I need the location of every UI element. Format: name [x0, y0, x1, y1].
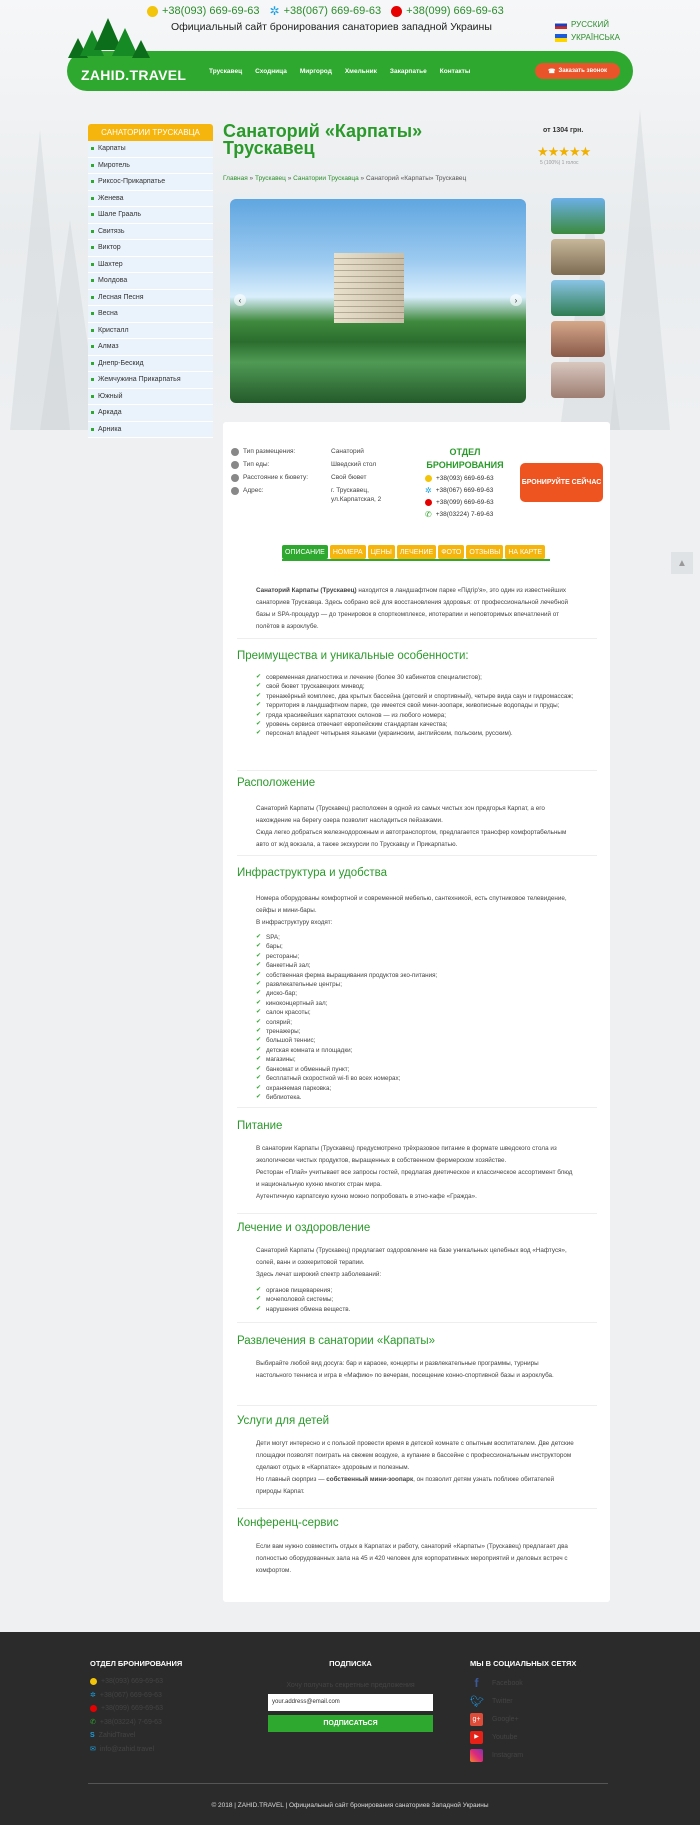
- page-title: Санаторий «Карпаты» Трускавец: [223, 121, 423, 158]
- subscribe-button[interactable]: ПОДПИСАТЬСЯ: [268, 1715, 433, 1732]
- list-item: ✔ органов пищеварения;: [256, 1286, 586, 1295]
- section-text: Санаторий Карпаты (Трускавец) предлагает оздоровление на базе уникальных целебных вод «Нафтуся», солей, ванн и озокеритовой терапии. Здесь лечат широкий спектр заболеваний:: [256, 1247, 567, 1278]
- sidebar-list: [88, 141, 213, 438]
- section-title: Расположение: [237, 777, 316, 789]
- thumbnail[interactable]: [551, 280, 605, 316]
- scroll-up-icon[interactable]: ▲: [671, 552, 693, 574]
- footer-skype[interactable]: S ZahidTravel: [90, 1732, 136, 1740]
- footer-booking-title: ОТДЕЛ БРОНИРОВАНИЯ: [90, 1659, 183, 1668]
- section-title: Инфраструктура и удобства: [237, 867, 388, 879]
- social-title: МЫ В СОЦИАЛЬНЫХ СЕТЯХ: [470, 1659, 577, 1668]
- list-item: ✔ тренажёрный комплекс, два крытых бассейна (детский и спортивный), четыре вида саун и гидромассаж;: [256, 692, 586, 701]
- tabs-underline: [282, 559, 550, 561]
- hotel-building-image: [334, 253, 404, 323]
- list-item: ✔ развлекательные центры;: [256, 980, 586, 989]
- menu-item-truskavets[interactable]: Трускавец: [209, 68, 243, 75]
- sidebar-item[interactable]: Виктор: [88, 240, 213, 257]
- sidebar-item[interactable]: Молдова: [88, 273, 213, 290]
- social-twitter[interactable]: 🐦︎ Twitter: [470, 1695, 513, 1708]
- kyivstar-icon: ✲: [425, 485, 432, 495]
- intro-text: Санаторий Карпаты (Трускавец) находится в ландшафтном парке «Підгір'я», это один из известнейших санаториев Трускавца. Здесь собрано всё для восстановления здоровья: от профессиональной лечебной базы и SPA-процедур — до тренировок в спорткомплексе, ипотерапии и неповторимых впечатлений от полётов в аэроклубе.: [256, 587, 569, 630]
- section-title: Конференц-сервис: [237, 1517, 339, 1529]
- logo-text[interactable]: ZAHID.TRAVEL: [81, 67, 187, 83]
- tab-map[interactable]: НА КАРТЕ: [505, 545, 545, 559]
- sidebar-item[interactable]: Миротель: [88, 158, 213, 175]
- photo-slider[interactable]: [230, 199, 526, 403]
- sidebar-item[interactable]: Арника: [88, 422, 213, 439]
- building-icon: [231, 448, 239, 456]
- list-item: ✔ банкетный зал;: [256, 961, 586, 970]
- lifecell-icon: [147, 6, 158, 17]
- list-item: ✔ охраняемая парковка;: [256, 1084, 586, 1093]
- sidebar-item[interactable]: Кристалл: [88, 323, 213, 340]
- list-item: ✔ бесплатный скоростной wi-fi во всех номерах;: [256, 1074, 586, 1083]
- sidebar-item[interactable]: Шахтер: [88, 257, 213, 274]
- breadcrumb-current: Санаторий «Карпаты» Трускавец: [365, 175, 467, 182]
- tab-treatment[interactable]: ЛЕЧЕНИЕ: [397, 545, 436, 559]
- main-menu: [209, 68, 470, 75]
- sidebar-item[interactable]: Женева: [88, 191, 213, 208]
- menu-item-skhidnytsia[interactable]: Сходница: [255, 68, 287, 75]
- price-label: от 1304 грн.: [543, 127, 584, 134]
- thumbnail[interactable]: [551, 239, 605, 275]
- footer-booking: [90, 1659, 182, 1756]
- list-item: ✔ тренажеры;: [256, 1027, 586, 1036]
- list-item: ✔ бары;: [256, 942, 586, 951]
- sidebar: [88, 124, 213, 438]
- distance-icon: [231, 474, 239, 482]
- sidebar-item[interactable]: Свитязь: [88, 224, 213, 241]
- thumbnail[interactable]: [551, 198, 605, 234]
- list-item: ✔ салон красоты;: [256, 1008, 586, 1017]
- menu-item-contacts[interactable]: Контакты: [439, 68, 471, 75]
- menu-item-myrhorod[interactable]: Миргород: [299, 68, 332, 75]
- divider: [237, 1405, 597, 1406]
- sidebar-title: САНАТОРИИ ТРУСКАВЦА: [88, 124, 213, 141]
- callback-button[interactable]: ☎ Заказать звонок: [535, 63, 620, 79]
- list-item: ✔ мочеполовой системы;: [256, 1295, 586, 1304]
- footer-subscribe: [268, 1659, 433, 1732]
- tab-description[interactable]: ОПИСАНИЕ: [282, 545, 328, 559]
- advantages-list: [256, 673, 586, 739]
- divider: [237, 1508, 597, 1509]
- thumbnail[interactable]: [551, 321, 605, 357]
- tab-photo[interactable]: ФОТО: [438, 545, 464, 559]
- section-text: Номера оборудованы комфортной и современной мебелью, сантехникой, есть спутниковое телевидение, сейфы и мини-бары. В инфраструктуру входят:: [256, 895, 567, 926]
- subscribe-text: Хочу получать секретные предложения: [286, 1682, 415, 1689]
- skype-icon: S: [90, 1732, 95, 1740]
- sidebar-item[interactable]: Весна: [88, 306, 213, 323]
- phone-lifecell[interactable]: +38(093) 669-69-63: [147, 4, 260, 18]
- tab-rooms[interactable]: НОМЕРА: [330, 545, 366, 559]
- section-title: Услуги для детей: [237, 1415, 330, 1427]
- divider: [237, 855, 597, 856]
- sidebar-item[interactable]: Риксос-Прикарпатье: [88, 174, 213, 191]
- booking-department: [425, 446, 505, 520]
- tab-prices[interactable]: ЦЕНЫ: [368, 545, 395, 559]
- list-item: ✔ рестораны;: [256, 952, 586, 961]
- rating-votes: 5 (100%) 1 голос: [540, 160, 579, 166]
- lifecell-icon: [425, 475, 432, 482]
- footer-divider: [88, 1783, 608, 1784]
- breadcrumb: Главная » Трускавец » Санатории Трускавца » Санаторий «Карпаты» Трускавец: [223, 175, 467, 182]
- sidebar-item[interactable]: Днепр-Бескид: [88, 356, 213, 373]
- treatment-list: [256, 1286, 586, 1314]
- section-text: Дети могут интересно и с пользой провести время в детской комнате с опытным воспитателем. Две детские площадки позволят поиграть на свежем воздухе, а купание в бассейне с профессиональным инструктором сделают отдых в «Карпатах» здоровым и полезным. Но главный сюрприз — собственный мини-зоопарк, он позволит детям узнать поближе обитателей природы Карпат.: [256, 1440, 574, 1495]
- footer-social: [470, 1659, 576, 1764]
- list-item: ✔ магазины;: [256, 1055, 586, 1064]
- section-title: Развлечения в санатории «Карпаты»: [237, 1335, 436, 1347]
- divider: [237, 638, 597, 639]
- phone-kyivstar[interactable]: ✲ +38(067) 669-69-63: [269, 4, 382, 18]
- list-item: ✔ диско-бар;: [256, 989, 586, 998]
- header-phones: [147, 4, 504, 18]
- sidebar-item[interactable]: Алмаз: [88, 339, 213, 356]
- menu-item-khmelnyk[interactable]: Хмельник: [344, 68, 377, 75]
- instagram-icon: [470, 1749, 483, 1762]
- list-item: ✔ библиотека.: [256, 1093, 586, 1102]
- section-text: Санаторий Карпаты (Трускавец) расположен в одной из самых чистых зон предгорья Карпат, а его нахождение на берегу озера позволит насладиться пейзажами. Сюда легко добраться железнодорожным и автотранспортом, предлагается трансфер комфортабельным авто от ж/д вокзала, а также экскурсии по Трускавцу и Прикарпатью.: [256, 805, 567, 848]
- tab-reviews[interactable]: ОТЗЫВЫ: [466, 545, 503, 559]
- list-item: ✔ уровень сервиса отвечает европейским стандартам качества;: [256, 720, 586, 729]
- phone-icon: ☎: [547, 68, 556, 75]
- ua-flag-icon: [555, 34, 567, 42]
- list-item: ✔ SPA;: [256, 933, 586, 942]
- social-facebook[interactable]: f Facebook: [470, 1674, 576, 1692]
- phone-icon: ✆: [425, 509, 432, 519]
- vodafone-icon: [425, 499, 432, 506]
- address-icon: [231, 487, 239, 495]
- sidebar-item[interactable]: Шале Грааль: [88, 207, 213, 224]
- kyivstar-icon: ✲: [269, 4, 280, 18]
- breadcrumb-home[interactable]: Главная: [223, 175, 248, 182]
- divider: [237, 1322, 597, 1323]
- section-title: Преимущества и уникальные особенности:: [237, 650, 469, 662]
- list-item: ✔ солярий;: [256, 1018, 586, 1027]
- list-item: ✔ собственная ферма выращивания продуктов эко-питания;: [256, 971, 586, 980]
- footer-phone[interactable]: +38(093) 669-69-63: [90, 1675, 182, 1689]
- list-item: ✔ детская комната и площадки;: [256, 1046, 586, 1055]
- footer-phone[interactable]: ✲ +38(067) 669-69-63: [90, 1691, 162, 1700]
- booking-phone[interactable]: +38(093) 669-69-63: [425, 472, 505, 484]
- sidebar-item[interactable]: Жемчужина Прикарпатья: [88, 372, 213, 389]
- list-item: ✔ киноконцертный зал;: [256, 999, 586, 1008]
- menu-item-zakarpattia[interactable]: Закарпатье: [389, 68, 427, 75]
- section-text: Если вам нужно совместить отдых в Карпатах и работу, санаторий «Карпаты» (Трускавец) предлагает два полностью оборудованных зала на 45 и 420 человек для корпоративных мероприятий и деловых встреч с комфортом.: [256, 1543, 568, 1574]
- list-item: ✔ территория в ландшафтном парке, где имеется свой мини-зоопарк, живописные водопады и пруды;: [256, 701, 586, 710]
- booking-phone[interactable]: ✆ +38(03224) 7-69-63: [425, 509, 494, 519]
- footer-phone[interactable]: +38(099) 669-69-63: [90, 1702, 182, 1716]
- photo-thumbnails: [551, 198, 605, 403]
- section-text: В санатории Карпаты (Трускавец) предусмотрено трёхразовое питание в формате шведского стола из экологически чистых продуктов, выращенных в собственном фермерском хозяйстве. Ресторан «Плай» учитывает все запросы гостей, предлагая диетическое и классическое ассортимент блюд и национальную кухню многих стран мира. Аутентичную карпатскую кухню можно попробовать в этно-кафе «Гражда».: [256, 1145, 573, 1200]
- lang-ru[interactable]: РУССКИЙ: [555, 18, 620, 31]
- sidebar-item[interactable]: Южный: [88, 389, 213, 406]
- vodafone-icon: [391, 6, 402, 17]
- booking-phone[interactable]: ✲ +38(067) 669-69-63: [425, 485, 494, 495]
- facebook-icon: f: [474, 1676, 479, 1690]
- booking-phone[interactable]: +38(099) 669-69-63: [425, 496, 505, 508]
- section-title: Питание: [237, 1120, 283, 1132]
- list-item: ✔ гряда красивейших карпатских склонов — из любого номера;: [256, 711, 586, 720]
- kyivstar-icon: ✲: [90, 1692, 96, 1700]
- lang-ua[interactable]: УКРАЇНСЬКА: [555, 31, 620, 44]
- subscribe-title: ПОДПИСКА: [329, 1659, 372, 1668]
- infrastructure-list: [256, 933, 586, 1102]
- ru-flag-icon: [555, 21, 567, 29]
- list-item: ✔ современная диагностика и лечение (более 30 кабинетов специалистов);: [256, 673, 586, 682]
- list-item: ✔ нарушения обмена веществ.: [256, 1305, 586, 1314]
- list-item: ✔ большой теннис;: [256, 1036, 586, 1045]
- googleplus-icon: g+: [470, 1713, 483, 1726]
- breadcrumb-truskavets[interactable]: Трускавец: [254, 175, 286, 182]
- site-slogan: Официальный сайт бронирования санаториев западной Украины: [171, 21, 492, 33]
- social-youtube[interactable]: ▶ Youtube: [470, 1728, 576, 1746]
- section-text: Выбирайте любой вид досуга: бар и караоке, концерты и развлекательные программы, турниры настольного тенниса и игра в «Мафию» по вечерам, посещение конно-спортивной базы и аэроклуба.: [256, 1360, 554, 1379]
- list-item: ✔ банкомат и обменный пункт;: [256, 1065, 586, 1074]
- list-item: ✔ персонал владеет четырьмя языками (украинским, английским, польским, русским).: [256, 729, 586, 738]
- food-icon: [231, 461, 239, 469]
- divider: [237, 770, 597, 771]
- twitter-icon: 🐦︎: [470, 1695, 484, 1708]
- breadcrumb-sanatoriums[interactable]: Санатории Трускавца: [293, 175, 359, 182]
- hotel-info: Тип размещения: Санаторий Тип еды: Шведский стол Расстояние к бювету: Свой бювет Адрес: г. Трускавец, ул.Карпатская, 2: [231, 445, 401, 504]
- book-now-button[interactable]: БРОНИРУЙТЕ СЕЙЧАС: [520, 463, 603, 502]
- phone-vodafone[interactable]: +38(099) 669-69-63: [391, 4, 504, 18]
- divider: [237, 1107, 597, 1108]
- copyright: © 2018 | ZAHID.TRAVEL | Официальный сайт бронирования санаториев Западной Украины: [211, 1802, 489, 1809]
- rating-stars[interactable]: ★★★★★: [537, 144, 591, 159]
- slider-prev-icon[interactable]: ‹: [234, 294, 246, 306]
- thumbnail[interactable]: [551, 362, 605, 398]
- social-googleplus[interactable]: g+ Google+: [470, 1710, 576, 1728]
- sidebar-item[interactable]: Аркада: [88, 405, 213, 422]
- lifecell-icon: [90, 1678, 97, 1685]
- slider-next-icon[interactable]: ›: [510, 294, 522, 306]
- sidebar-item[interactable]: Лесная Песня: [88, 290, 213, 307]
- vodafone-icon: [90, 1705, 97, 1712]
- mail-icon: ✉: [90, 1746, 96, 1754]
- youtube-icon: ▶: [470, 1731, 483, 1744]
- divider: [237, 1213, 597, 1214]
- footer-email[interactable]: ✉ info@zahid.travel: [90, 1745, 155, 1754]
- footer-phone[interactable]: ✆ +38(03224) 7-69-63: [90, 1718, 162, 1727]
- phone-icon: ✆: [90, 1719, 96, 1727]
- social-instagram[interactable]: Instagram: [470, 1746, 576, 1764]
- content-tabs: [282, 545, 545, 559]
- list-item: ✔ свой бювет трускавецких минвод;: [256, 682, 586, 691]
- booking-title: ОТДЕЛ БРОНИРОВАНИЯ: [426, 447, 504, 470]
- email-input[interactable]: your.address@email.com: [268, 1694, 433, 1711]
- section-title: Лечение и оздоровление: [237, 1222, 371, 1234]
- language-switcher: [555, 18, 620, 44]
- sidebar-item[interactable]: Карпаты: [88, 141, 213, 158]
